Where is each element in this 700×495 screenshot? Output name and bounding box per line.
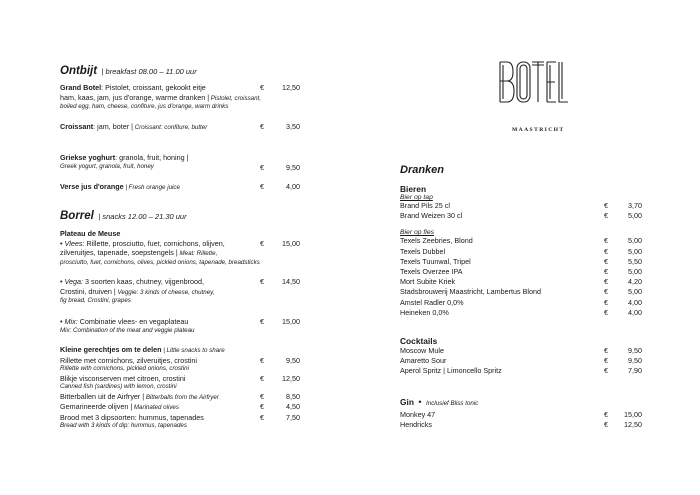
drink-name: Brand Pils 25 cl — [400, 201, 450, 210]
borrel-heading — [60, 206, 300, 224]
ontbijt-subtitle: | breakfast 08.00 – 11.00 uur — [101, 67, 197, 76]
currency: € — [604, 256, 608, 266]
drink-price: 7,90 — [628, 366, 642, 376]
item-price: 12,50 — [282, 373, 300, 383]
item-name: Grand Botel — [60, 83, 102, 92]
item-desc: Rillette, prosciutto, fuet, cornichons, olijven, — [84, 238, 225, 248]
item-name: Vlees: — [64, 238, 85, 248]
currency: € — [604, 356, 608, 366]
item-price: 15,00 — [282, 238, 300, 248]
drink-price: 5,50 — [628, 256, 642, 266]
currency: € — [604, 277, 608, 287]
item-price: 3,50 — [286, 122, 300, 131]
kleine-title-en: | Little snacks to share — [161, 347, 225, 354]
drink-name: Texels Dubbel — [400, 246, 446, 256]
item-desc-en: Pistolet, croissant, — [209, 94, 261, 102]
item-desc-en: Rillette with cornichons, pickled onions, crostini — [60, 365, 189, 372]
bieren-section — [400, 184, 642, 318]
botel-logo-mark — [498, 58, 570, 138]
item-desc: : Pistolet, croissant, gekookt eitje — [101, 83, 206, 92]
item-name: Vega: — [64, 277, 84, 286]
currency: € — [260, 391, 264, 401]
currency: € — [260, 373, 264, 383]
drink-price: 9,50 — [628, 356, 642, 366]
drink-name: Mort Subite Kriek — [400, 277, 456, 287]
currency: € — [604, 307, 608, 317]
currency: € — [260, 238, 264, 248]
drink-name: Amaretto Sour — [400, 356, 447, 366]
drink-row — [400, 287, 642, 297]
item-desc-en: Croissant: confiture, butter — [132, 124, 208, 131]
drink-row — [400, 410, 642, 420]
currency: € — [604, 236, 608, 246]
currency: € — [260, 412, 264, 422]
cocktails-title: Cocktails — [400, 336, 438, 346]
drink-row — [400, 308, 642, 318]
item-name: Rillette met cornichons, zilveruitjes, crostini — [60, 355, 198, 365]
item-name: Mix: — [64, 317, 78, 326]
currency: € — [604, 297, 608, 307]
drink-name: Heineken 0,0% — [400, 307, 449, 317]
currency: € — [604, 287, 608, 297]
jus-item — [60, 182, 300, 193]
currency: € — [260, 83, 264, 92]
dranken-heading — [400, 160, 642, 178]
plateau-section — [60, 229, 300, 267]
gin-note: Inclusief Bliss tonic — [426, 400, 479, 407]
botel-logo — [498, 58, 570, 138]
cocktail-list — [400, 346, 642, 377]
currency: € — [260, 122, 264, 131]
borrel-title: Borrel — [60, 210, 94, 222]
item-desc: zilveruitjes, tapenade, soepstengels | — [60, 248, 178, 257]
drink-price: 3,70 — [628, 201, 642, 210]
item-name: Croissant — [60, 122, 94, 131]
gin-title: Gin — [400, 397, 414, 407]
drink-price: 12,50 — [624, 420, 642, 430]
dranken-title: Dranken — [400, 164, 445, 176]
bieren-title: Bieren — [400, 184, 427, 194]
item-desc-en: Bread with 3 kinds of dip: hummus, tapenades — [60, 422, 187, 429]
gin-list — [400, 410, 642, 430]
kleine-section — [60, 345, 300, 431]
vega-item — [60, 277, 300, 306]
plateau-title: Plateau de Meuse — [60, 229, 121, 238]
drink-row — [400, 247, 642, 257]
drink-price: 15,00 — [624, 410, 642, 419]
op-fles-title: Bier op fles — [400, 229, 435, 237]
drink-name: Texels Zeebries, Blond — [400, 236, 473, 246]
bullet: • — [418, 397, 422, 407]
grand-botel-item — [60, 83, 300, 112]
drink-name: Hendricks — [400, 420, 432, 430]
item-name: Bitterballen uit de Airfryer | — [60, 391, 145, 401]
drink-price: 5,00 — [628, 236, 642, 246]
drink-name: Moscow Mule — [400, 346, 444, 355]
bullet: • — [60, 238, 65, 248]
item-name: Verse jus d'orange — [60, 182, 124, 191]
item-desc-en: Canned fish (sardines) with lemon, crostini — [60, 383, 177, 390]
yoghurt-item — [60, 153, 300, 172]
drink-row — [400, 346, 642, 356]
item-desc-en: Mix: Combination of the meat and veggie plateau — [60, 326, 195, 334]
drink-row — [400, 366, 642, 376]
drink-price: 4,00 — [628, 297, 642, 307]
fles-list — [400, 236, 642, 318]
item-price: 4,00 — [286, 182, 300, 191]
item-desc-en: | Fresh orange juice — [123, 184, 180, 191]
item-name: Blikje visconserven met citroen, crostini — [60, 373, 186, 383]
drink-row — [400, 201, 642, 211]
currency: € — [260, 355, 264, 365]
item-price: 4,50 — [286, 402, 300, 411]
drink-price: 5,00 — [628, 287, 642, 297]
currency: € — [604, 211, 608, 221]
tap-list — [400, 201, 642, 221]
drink-price: 5,00 — [628, 246, 642, 256]
item-name: Brood met 3 dipsoorten: hummus, tapenades — [60, 412, 204, 422]
item-price: 9,50 — [286, 162, 300, 172]
drink-name: Stadsbrouwerij Maastricht, Lambertus Blond — [400, 287, 542, 297]
currency: € — [260, 317, 264, 326]
croissant-item — [60, 122, 300, 133]
item-desc: Combinatie vlees- en vegaplateau — [77, 317, 189, 326]
kleine-title: Kleine gerechtjes om te delen — [60, 345, 162, 354]
drink-price: 5,00 — [628, 211, 642, 221]
item-desc: ham, kaas, jam, jus d'orange, warme dranken | — [60, 92, 210, 102]
drink-name: Brand Weizen 30 cl — [400, 211, 463, 221]
drink-price: 4,00 — [628, 307, 642, 317]
logo-city: MAASTRICHT — [512, 127, 565, 133]
currency: € — [604, 267, 608, 277]
item-desc-en: Veggie: 3 kinds of cheese, chutney, — [115, 288, 215, 296]
mix-item — [60, 317, 300, 335]
item-desc-en: Bitterballs from the Airfryer — [144, 393, 219, 401]
item-desc-en: fig bread, Crostini, grapes — [60, 297, 131, 304]
currency: € — [604, 420, 608, 430]
item-price: 14,50 — [282, 277, 300, 286]
item-price: 7,50 — [286, 412, 300, 422]
item-price: 12,50 — [282, 83, 300, 92]
item-name: Griekse yoghurt — [60, 153, 116, 162]
drink-name: Texels Tuunwal, Tripel — [400, 256, 471, 266]
drink-row — [400, 257, 642, 267]
drink-row — [400, 277, 642, 287]
currency: € — [604, 246, 608, 256]
item-name: Gemarineerde olijven | — [60, 402, 133, 411]
currency: € — [604, 366, 608, 376]
borrel-subtitle: | snacks 12.00 – 21.30 uur — [98, 212, 187, 221]
drink-price: 9,50 — [628, 346, 642, 355]
item-price: 9,50 — [286, 355, 300, 365]
item-desc-en: Meat: Rillette, — [177, 250, 218, 257]
currency: € — [604, 346, 608, 355]
currency: € — [260, 182, 264, 191]
drink-name: Texels Overzee IPA — [400, 267, 463, 277]
item-desc-en: Marinated olives — [132, 404, 179, 411]
item-desc: : jam, boter | — [93, 122, 133, 131]
op-tap-title: Bier op tap — [400, 194, 433, 201]
drink-price: 4,20 — [628, 277, 642, 287]
currency: € — [604, 410, 608, 419]
item-desc: 3 soorten kaas, chutney, vijgenbrood, — [83, 277, 204, 286]
ontbijt-title: Ontbijt — [60, 65, 98, 77]
item-desc-en: prosciutto, fuet, cornichons, olives, pickled onions, tapenade, breadsticks — [60, 258, 260, 266]
ontbijt-heading — [60, 61, 300, 79]
drink-row — [400, 298, 642, 308]
currency: € — [260, 162, 264, 172]
gin-section — [400, 392, 642, 430]
cocktails-section — [400, 336, 642, 377]
currency: € — [260, 277, 264, 286]
item-price: 8,50 — [286, 391, 300, 401]
item-desc: : granola, fruit, honing | — [115, 153, 189, 162]
drink-name: Monkey 47 — [400, 410, 436, 419]
bullet: • — [60, 277, 65, 286]
drink-name: Amstel Radler 0,0% — [400, 297, 464, 307]
drink-row — [400, 267, 642, 277]
drink-row — [400, 236, 642, 246]
bullet: • — [60, 317, 65, 326]
drink-row — [400, 211, 642, 221]
currency: € — [260, 402, 264, 411]
item-desc-en: Greek yogurt, granola, fruit, honey — [60, 162, 154, 170]
drink-row — [400, 420, 642, 430]
item-desc: Crostini, druiven | — [60, 286, 116, 296]
drink-price: 5,00 — [628, 267, 642, 277]
drink-row — [400, 356, 642, 366]
currency: € — [604, 201, 608, 210]
item-price: 15,00 — [282, 317, 300, 326]
item-desc-en: boiled egg, ham, cheese, confiture, jus d'orange, warm drinks — [60, 103, 229, 110]
drink-name: Aperol Spritz | Limoncello Spritz — [400, 366, 502, 376]
